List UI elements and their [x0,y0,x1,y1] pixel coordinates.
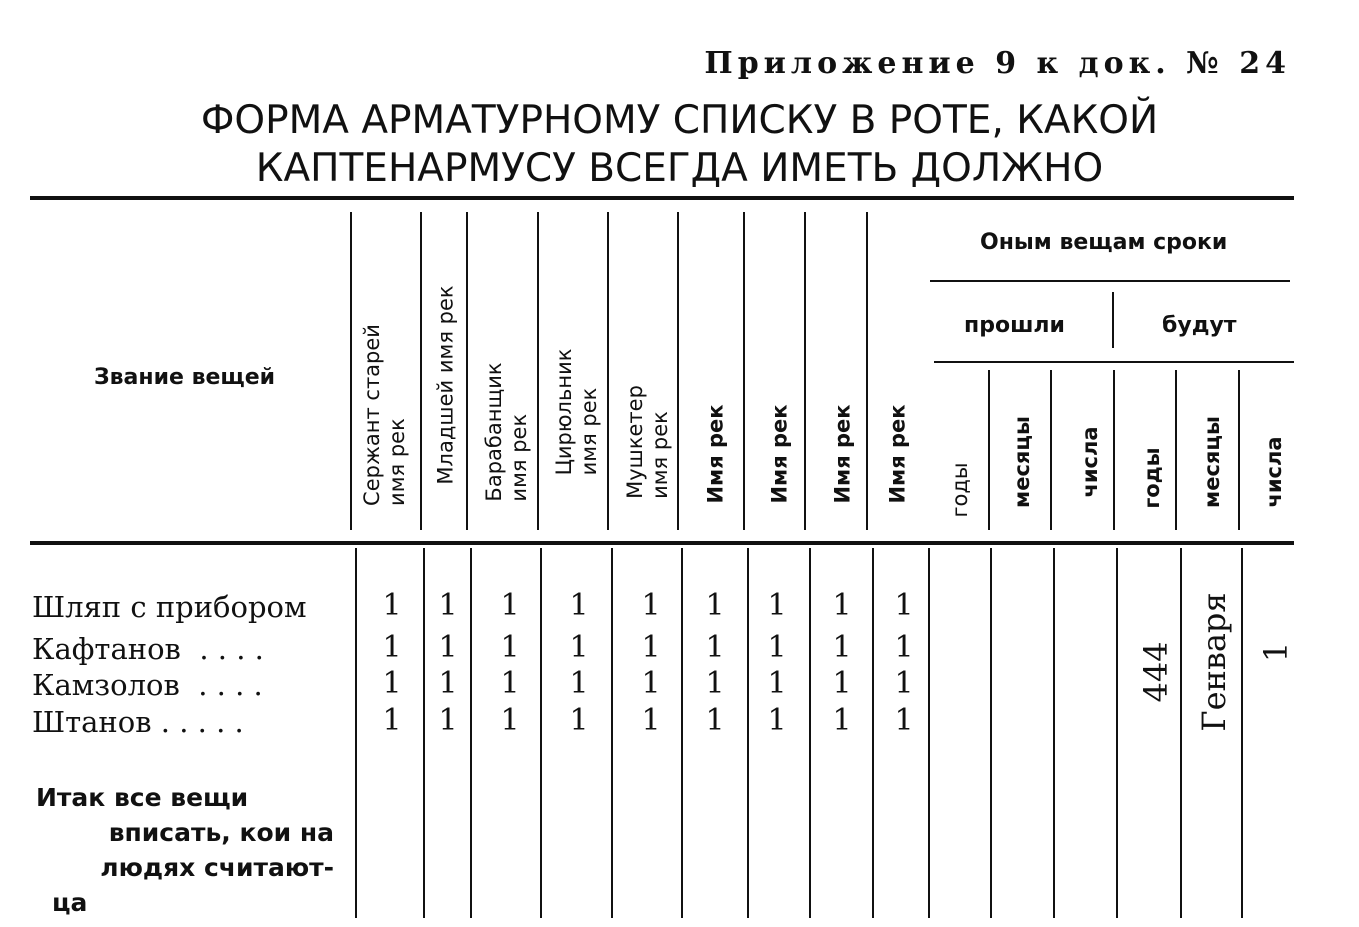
cell-value: 1 [569,630,589,665]
cell-value: 1 [500,666,520,701]
sub-header-past-years: годы [948,462,972,518]
cell-value: 1 [641,666,661,701]
cell-value: 1 [767,666,787,701]
column-header-junior: Младшей имя рек [433,285,458,485]
cell-value: 1 [767,703,787,738]
cell-value: 1 [641,703,661,738]
future-day-value: 1 [1257,641,1295,663]
body-column-line [928,548,930,918]
cell-value: 1 [569,666,589,701]
header-sub-column-line [1050,370,1052,530]
cell-value: 1 [705,666,725,701]
header-column-line [537,212,539,530]
body-column-line [611,548,613,918]
appendix-label: Приложение 9 к док. № 24 [704,46,1291,81]
column-header-sergeant: Сержант старей имя рек [360,324,409,506]
header-sub-column-line [1238,370,1240,530]
body-column-line [1180,548,1182,918]
cell-value: 1 [705,630,725,665]
cell-value: 1 [832,703,852,738]
cell-value: 1 [382,630,402,665]
cell-value: 1 [438,588,458,623]
cell-value: 1 [705,703,725,738]
cell-value: 1 [438,703,458,738]
cell-value: 1 [894,703,914,738]
sub-header-future-days: числа [1262,436,1286,508]
body-column-line [990,548,992,918]
body-column-line [540,548,542,918]
note-line-2: вписать, кои на [108,818,334,847]
header-sub-column-line [1175,370,1177,530]
cell-value: 1 [832,588,852,623]
note-line-1: Итак все вещи [36,783,249,812]
cell-value: 1 [832,630,852,665]
header-column-line [466,212,468,530]
items-header: Звание вещей [94,365,276,390]
cell-value: 1 [438,630,458,665]
row-label: Шляп с прибором [32,590,307,624]
header-column-line [866,212,868,530]
cell-value: 1 [569,703,589,738]
cell-value: 1 [382,666,402,701]
header-column-line [743,212,745,530]
table-top-rule [30,196,1294,200]
body-column-line [423,548,425,918]
cell-value: 1 [641,588,661,623]
cell-value: 1 [767,588,787,623]
column-header-musketeer: Мушкетер имя рек [623,385,672,499]
cell-value: 1 [894,588,914,623]
row-label: Штанов . . . . . [32,705,244,739]
row-label: Кафтанов . . . . [32,632,264,666]
body-column-line [872,548,874,918]
header-column-line [607,212,609,530]
form-title-line-1: ФОРМА АРМАТУРНОМУ СПИСКУ В РОТЕ, КАКОЙ [200,98,1159,143]
form-title-line-2: КАПТЕНАРМУСУ ВСЕГДА ИМЕТЬ ДОЛЖНО [255,146,1104,191]
header-sub-column-line [1113,370,1115,530]
note-line-4: ца [52,888,88,917]
column-header-barber: Цирюльник имя рек [552,348,601,476]
header-column-line [350,212,352,530]
cell-value: 1 [832,666,852,701]
cell-value: 1 [500,630,520,665]
body-column-line [681,548,683,918]
header-column-line [420,212,422,530]
table-header-rule [30,541,1294,545]
cell-value: 1 [500,703,520,738]
past-header: прошли [964,313,1065,338]
cell-value: 1 [500,588,520,623]
cell-value: 1 [641,630,661,665]
cell-value: 1 [438,666,458,701]
note-line-3: людях считают- [100,853,334,882]
future-year-value: 444 [1137,641,1175,703]
cell-value: 1 [705,588,725,623]
column-header-name-6: Имя рек [703,404,728,504]
header-column-line [677,212,679,530]
cell-value: 1 [767,630,787,665]
body-column-line [470,548,472,918]
terms-header: Оным вещам сроки [980,230,1228,255]
sub-header-future-months: месяцы [1200,416,1224,508]
sub-header-future-years: годы [1140,447,1164,509]
past-future-divider [1112,292,1114,348]
column-header-drummer: Барабанщик имя рек [482,362,531,502]
body-column-line [355,548,357,918]
column-header-name-8: Имя рек [830,404,855,504]
column-header-name-9: Имя рек [885,404,910,504]
future-header: будут [1162,313,1237,338]
body-column-line [1116,548,1118,918]
sub-header-past-months: месяцы [1010,416,1034,508]
sub-header-past-days: числа [1078,426,1102,498]
cell-value: 1 [382,703,402,738]
cell-value: 1 [382,588,402,623]
cell-value: 1 [894,630,914,665]
column-header-name-7: Имя рек [767,404,792,504]
future-month-value: Генваря [1195,592,1233,732]
note-text [36,780,336,920]
period-rule [934,361,1294,363]
row-label: Камзолов . . . . [32,668,263,702]
body-column-line [809,548,811,918]
terms-rule [930,280,1290,282]
body-column-line [747,548,749,918]
cell-value: 1 [894,666,914,701]
header-column-line [804,212,806,530]
cell-value: 1 [569,588,589,623]
body-column-line [1241,548,1243,918]
body-column-line [1053,548,1055,918]
header-sub-column-line [988,370,990,530]
